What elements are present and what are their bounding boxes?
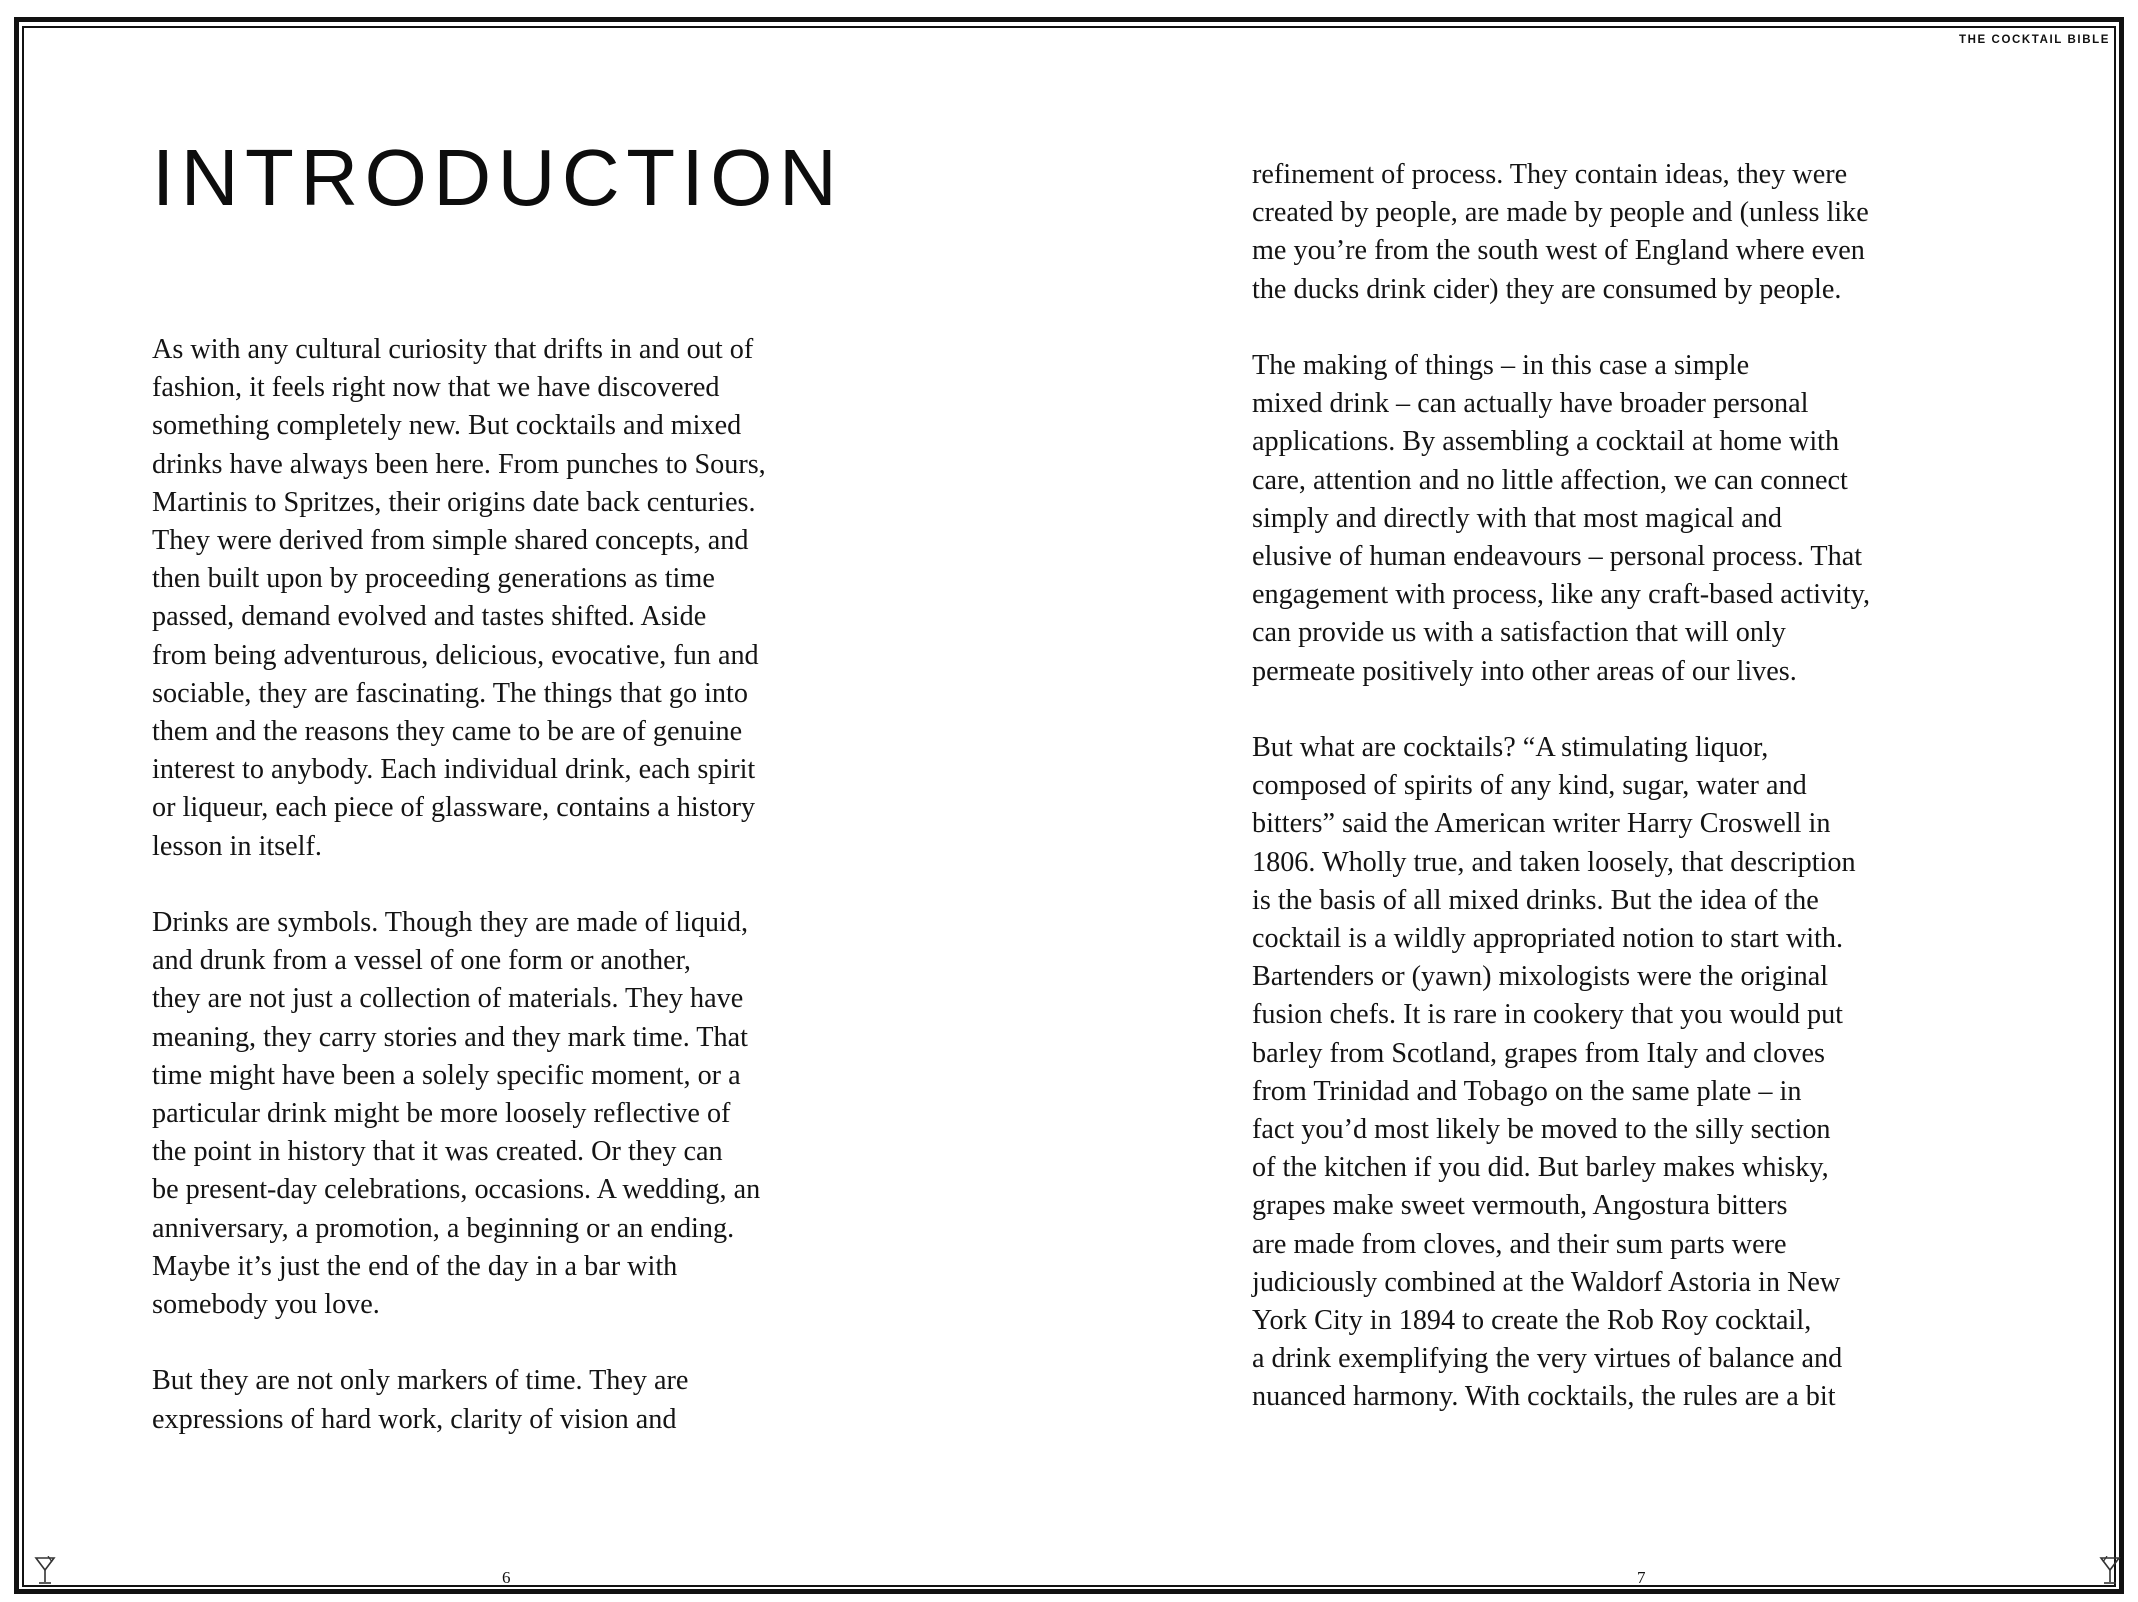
text-line: fashion, it feels right now that we have discovered (152, 372, 720, 404)
text-line: a drink exemplifying the very virtues of balance and (1252, 1343, 1843, 1375)
text-line: grapes make sweet vermouth, Angostura bitters (1252, 1190, 1788, 1222)
paragraph (1252, 156, 2022, 309)
left-column (152, 331, 922, 1477)
text-line: then built upon by proceeding generations as time (152, 563, 715, 595)
text-line: composed of spirits of any kind, sugar, water and (1252, 770, 1807, 802)
text-line: As with any cultural curiosity that drifts in and out of (152, 334, 754, 365)
text-line: care, attention and no little affection, we can connect (1252, 464, 1848, 496)
text-line: somebody you love. (152, 1289, 380, 1321)
martini-glass-icon (2099, 1556, 2121, 1586)
paragraph (152, 331, 922, 866)
text-line: and drunk from a vessel of one form or another, (152, 945, 691, 977)
paragraph (1252, 729, 2022, 1417)
text-line: Drinks are symbols. Though they are made of liquid, (152, 907, 748, 939)
text-line: something completely new. But cocktails and mixed (152, 410, 742, 442)
text-line: be present-day celebrations, occasions. A wedding, an (152, 1174, 761, 1206)
text-line: can provide us with a satisfaction that will only (1252, 617, 1786, 649)
text-line: me you’re from the south west of England where even (1252, 235, 1865, 267)
text-line: is the basis of all mixed drinks. But the idea of the (1252, 884, 1819, 916)
text-line: They were derived from simple shared concepts, and (152, 525, 749, 557)
paragraph (152, 904, 922, 1324)
text-line: created by people, are made by people and (unless like (1252, 197, 1869, 229)
text-line: But what are cocktails? “A stimulating liquor, (1252, 732, 1769, 764)
text-line: simply and directly with that most magical and (1252, 502, 1782, 534)
right-column (1252, 156, 2022, 1455)
text-line: the point in history that it was created. Or they can (152, 1136, 723, 1168)
text-line: engagement with process, like any craft-based activity, (1252, 579, 1871, 611)
text-line: interest to anybody. Each individual drink, each spirit (152, 754, 756, 786)
text-line: particular drink might be more loosely reflective of (152, 1098, 731, 1130)
text-line: expressions of hard work, clarity of vision and (152, 1403, 677, 1435)
text-line: Martinis to Spritzes, their origins date back centuries. (152, 486, 756, 518)
text-line: But they are not only markers of time. They are (152, 1365, 689, 1397)
text-line: York City in 1894 to create the Rob Roy cocktail, (1252, 1305, 1812, 1337)
text-line: meaning, they carry stories and they mark time. That (152, 1021, 748, 1053)
text-line: refinement of process. They contain ideas, they were (1252, 159, 1848, 190)
text-line: applications. By assembling a cocktail at home with (1252, 426, 1840, 458)
text-line: fusion chefs. It is rare in cookery that you would put (1252, 999, 1844, 1031)
text-line: passed, demand evolved and tastes shifted. Aside (152, 601, 707, 633)
text-line: from being adventurous, delicious, evocative, fun and (152, 639, 759, 671)
text-line: of the kitchen if you did. But barley makes whisky, (1252, 1152, 1829, 1184)
text-line: 1806. Wholly true, and taken loosely, that description (1252, 846, 1856, 878)
text-line: mixed drink – can actually have broader personal (1252, 388, 1809, 420)
text-line: sociable, they are fascinating. The things that go into (152, 677, 748, 709)
text-line: drinks have always been here. From punches to Sours, (152, 448, 766, 480)
text-line: the ducks drink cider) they are consumed by people. (1252, 273, 1842, 305)
martini-glass-icon (34, 1556, 56, 1586)
text-line: fact you’d most likely be moved to the silly section (1252, 1114, 1831, 1146)
text-line: from Trinidad and Tobago on the same plate – in (1252, 1075, 1802, 1107)
text-line: lesson in itself. (152, 830, 322, 862)
paragraph (1252, 347, 2022, 691)
text-line: bitters” said the American writer Harry Croswell in (1252, 808, 1831, 840)
text-line: judiciously combined at the Waldorf Astoria in New (1252, 1266, 1841, 1298)
text-line: nuanced harmony. With cocktails, the rules are a bit (1252, 1381, 1836, 1413)
paragraph (152, 1362, 922, 1438)
page-title: INTRODUCTION (152, 133, 844, 222)
text-line: elusive of human endeavours – personal process. That (1252, 541, 1863, 573)
text-line: they are not just a collection of materials. They have (152, 983, 744, 1015)
text-line: permeate positively into other areas of our lives. (1252, 655, 1797, 687)
text-line: Bartenders or (yawn) mixologists were the original (1252, 961, 1829, 993)
text-line: cocktail is a wildly appropriated notion to start with. (1252, 923, 1844, 955)
text-line: are made from cloves, and their sum parts were (1252, 1228, 1787, 1260)
text-line: time might have been a solely specific moment, or a (152, 1059, 741, 1091)
text-line: Maybe it’s just the end of the day in a bar with (152, 1250, 678, 1282)
text-line: anniversary, a promotion, a beginning or an ending. (152, 1212, 735, 1244)
text-line: barley from Scotland, grapes from Italy and cloves (1252, 1037, 1825, 1069)
text-line: them and the reasons they came to be are of genuine (152, 716, 743, 748)
page-number-right: 7 (1637, 1568, 1646, 1587)
text-line: or liqueur, each piece of glassware, contains a history (152, 792, 756, 824)
text-line: The making of things – in this case a simple (1252, 350, 1750, 381)
page-number-left: 6 (502, 1568, 511, 1587)
running-head: THE COCKTAIL BIBLE (1958, 34, 2110, 46)
